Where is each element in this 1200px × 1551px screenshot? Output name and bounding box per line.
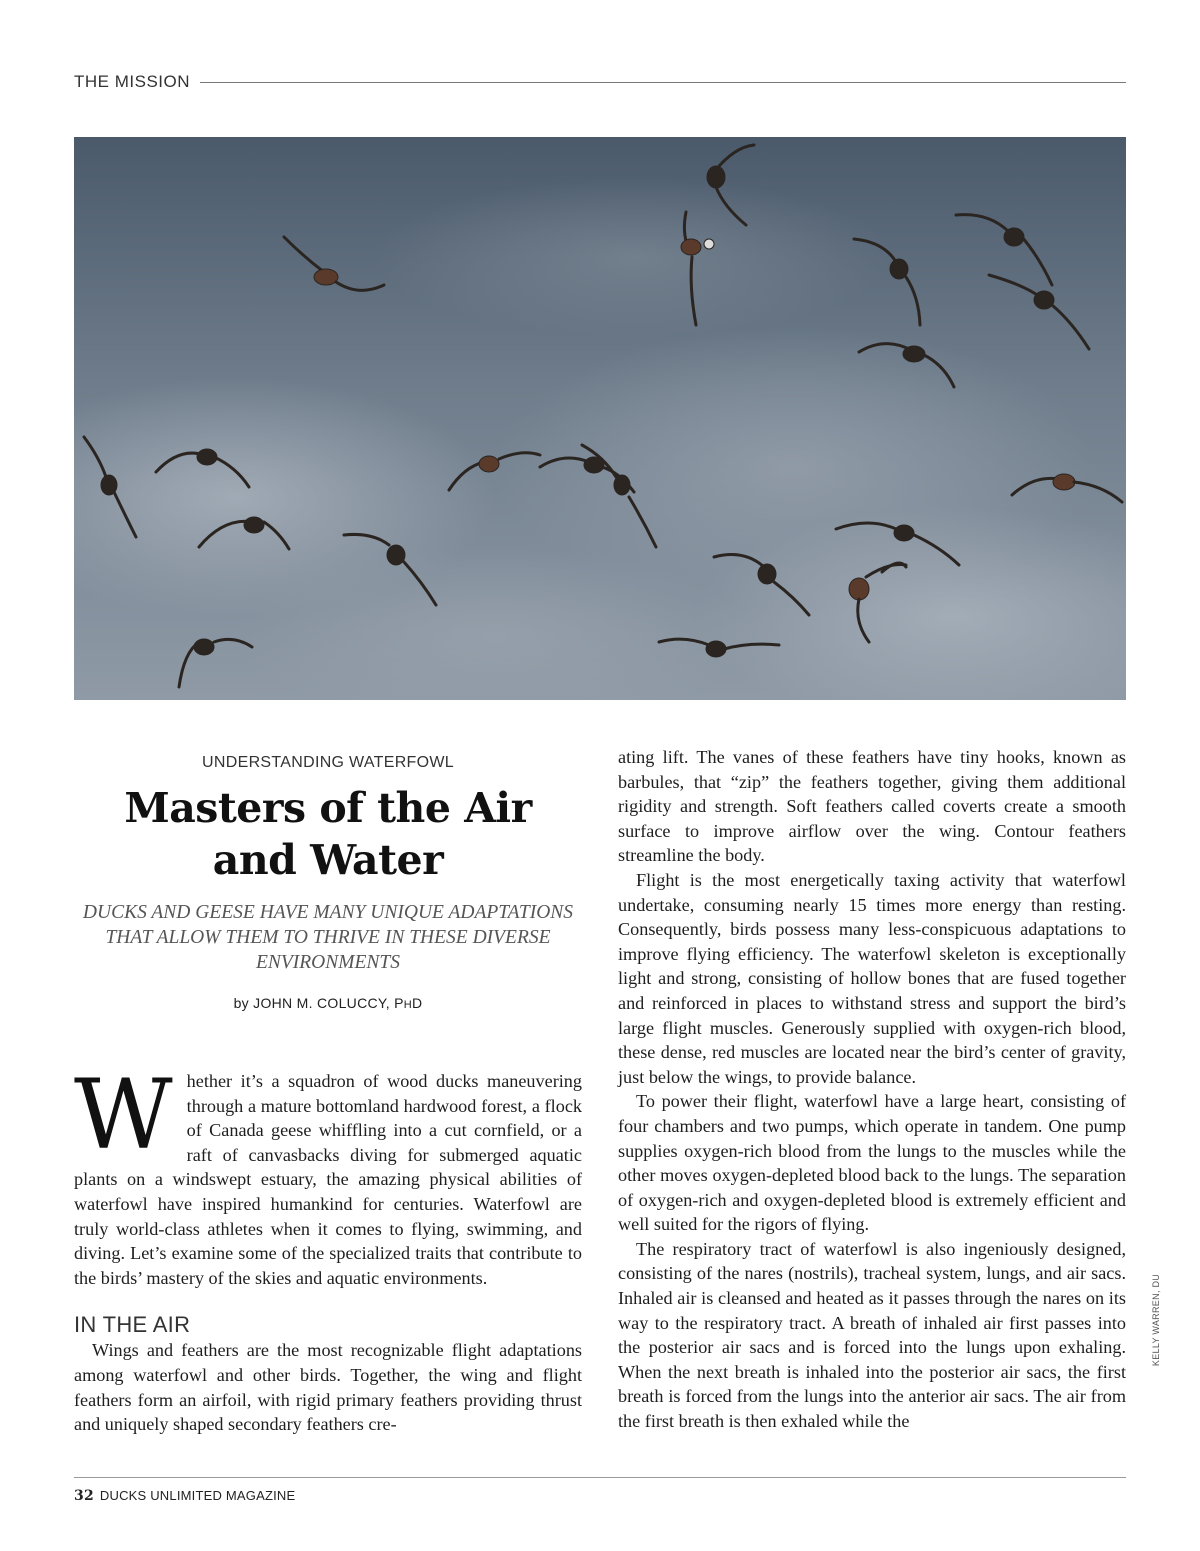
- paragraph-heart: To power their flight, waterfowl have a large heart, consisting of four chambers and two pumps, which operate in tandem. One pump supplies oxygen-rich blood from the lungs to the muscles while the other moves oxygen-depleted blood back to the lungs. The separation of oxygen-rich and oxygen-depleted blood is extremely efficient and well suited for the rigors of flying.: [618, 1091, 1126, 1235]
- subhead-in-the-air: IN THE AIR: [74, 1312, 191, 1338]
- title-line-2: and Water: [212, 836, 444, 884]
- intro-paragraph: Whether it’s a squadron of wood ducks maneuvering through a mature bottomland hardwood forest, a flock of Canada geese whiffling into a cut cornfield, or a raft of canvasbacks diving for submerged aquatic plants on a windswept estuary, the amazing physical abilities of waterfowl have inspired humankind for centuries. Waterfowl are truly world-class athletes when it comes to flying, swimming, and diving. Let’s examine some of the specialized traits that contribute to the birds’ mastery of the skies and aquatic environments.: [74, 1059, 582, 1288]
- paragraph-respiratory: The respiratory tract of waterfowl is also ingeniously designed, consisting of the nares (nostrils), tracheal system, lungs, and air sacs. Inhaled air is cleansed and heated as it passes through the nares on its way to the respiratory tract. A breath of inhaled air first passes into the posterior air sacs and is forced into the lungs upon exhaling. When the next breath is inhaled into the posterior air sacs, the first breath is forced from the lungs into the anterior air sacs. The air from the first breath is then exhaled while the: [618, 1238, 1126, 1432]
- flock-of-ducks-image: [74, 137, 1126, 700]
- left-column: [74, 750, 582, 1437]
- section-header: [74, 70, 1126, 94]
- article-title: [74, 782, 582, 886]
- page-number: 32: [74, 1488, 94, 1504]
- paragraph-wings-continued: ating lift. The vanes of these feathers have tiny hooks, known as barbules, that “zip” the feathers together, giving them additional rigidity and strength. Soft feathers called coverts create a smooth surface to improve airflow over the wing. Contour feathers streamline the body.: [618, 747, 1126, 866]
- right-column: [618, 745, 1126, 1434]
- paragraph-wings: Wings and feathers are the most recognizable flight adaptations among waterfowl and other birds. Together, the wing and flight feathers form an airfoil, with rigid primary feathers providing thrust and uniquely shaped secondary feathers cre-: [74, 1340, 582, 1435]
- publication-name: DUCKS UNLIMITED MAGAZINE: [99, 1488, 296, 1503]
- header-rule: [200, 82, 1126, 83]
- hero-photo: [74, 137, 1126, 700]
- drop-cap: W: [74, 1059, 173, 1171]
- page-footer: [74, 1488, 295, 1504]
- paragraph-flight: Flight is the most energetically taxing activity that waterfowl undertake, consuming nearly 15 times more energy than resting. Consequently, birds possess many less-conspicuous adaptations to improve flying efficiency. The waterfowl skeleton is exceptionally light and strong, consisting of hollow bones that are fused together and reinforced in places to withstand stress and support the bird’s large flight muscles. Generously supplied with oxygen-rich blood, these dense, red muscles are located near the bird’s center of gravity, just below the wings, to provide balance.: [618, 869, 1126, 1087]
- article-dek: DUCKS AND GEESE HAVE MANY UNIQUE ADAPTATIONS THAT ALLOW THEM TO THRIVE IN THESE DIVERSE ENVIRONMENTS: [82, 902, 574, 973]
- footer-rule: [74, 1477, 1126, 1478]
- photo-credit: KELLY WARREN, DU: [1151, 1273, 1161, 1367]
- title-line-1: Masters of the Air: [124, 784, 532, 832]
- byline: by JOHN M. COLUCCY, PHD: [233, 995, 423, 1011]
- kicker: UNDERSTANDING WATERFOWL: [202, 754, 454, 771]
- section-label: THE MISSION: [74, 72, 191, 91]
